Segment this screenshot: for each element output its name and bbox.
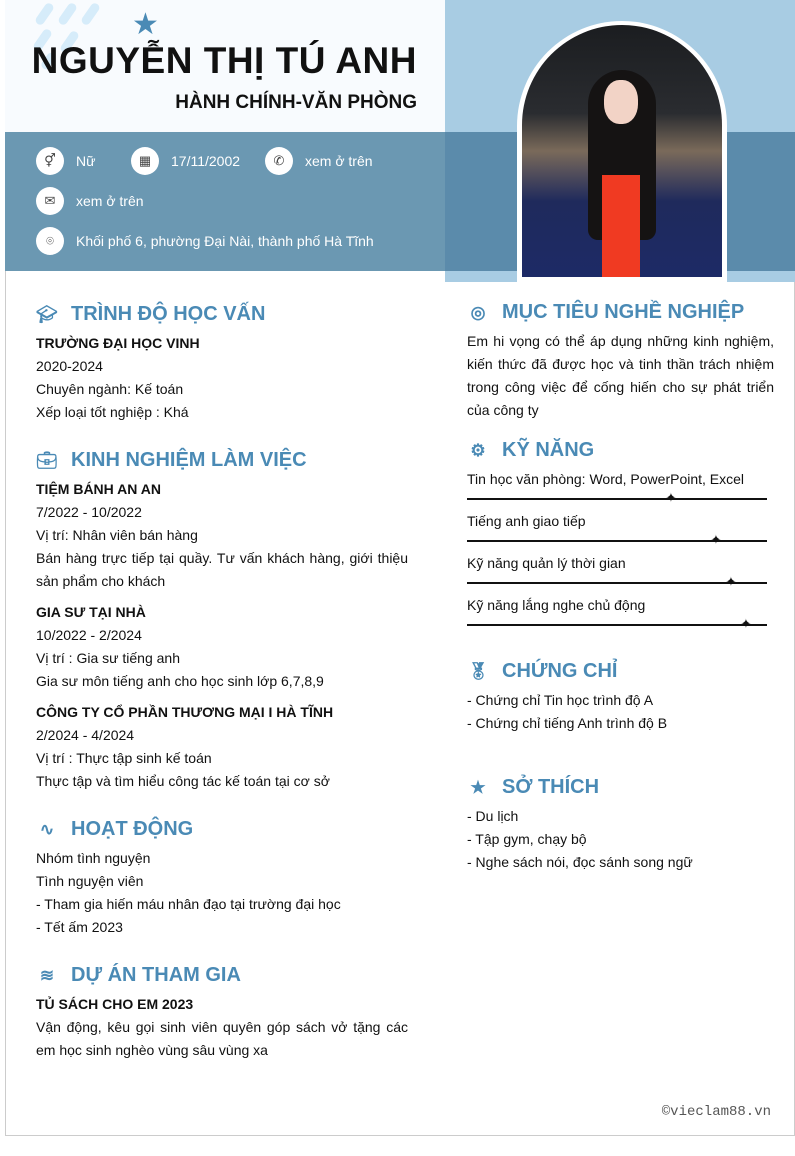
- skill-level-marker-icon: ✦: [725, 574, 737, 589]
- skill-name: Kỹ năng quản lý thời gian: [467, 555, 626, 571]
- section-heading: CHỨNG CHỈ: [502, 660, 618, 682]
- hobbies-section: [467, 776, 774, 874]
- company-name: TIỆM BÁNH AN AN: [36, 481, 161, 497]
- email-icon: ✉: [36, 187, 64, 215]
- contact-email: [36, 187, 144, 215]
- company-name: GIA SƯ TẠI NHÀ: [36, 604, 146, 620]
- skill-item: [467, 552, 774, 589]
- candidate-name: NGUYỄN THỊ TÚ ANH: [31, 40, 417, 81]
- school-name: TRƯỜNG ĐẠI HỌC VINH: [36, 335, 200, 351]
- hobby-item: - Du lịch: [467, 808, 519, 824]
- section-heading: TRÌNH ĐỘ HỌC VẤN: [71, 303, 266, 325]
- education-period: 2020-2024: [36, 358, 103, 374]
- contact-address: [36, 227, 374, 255]
- skill-bar: [467, 490, 767, 505]
- section-heading: KỸ NĂNG: [502, 439, 595, 461]
- skill-name: Kỹ năng lắng nghe chủ động: [467, 597, 646, 613]
- hobby-item: - Nghe sách nói, đọc sánh song ngữ: [467, 854, 693, 870]
- experience-position: Vị trí : Thực tập sinh kế toán: [36, 750, 212, 766]
- company-name: CÔNG TY CỔ PHẦN THƯƠNG MẠI I HÀ TĨNH: [36, 704, 334, 720]
- skill-item: [467, 594, 774, 631]
- experience-item: [36, 478, 408, 593]
- job-title: HÀNH CHÍNH-VĂN PHÒNG: [175, 92, 417, 113]
- certificate-item: - Chứng chỉ Tin học trình độ A: [467, 692, 654, 708]
- award-icon: 🏅︎: [467, 662, 489, 681]
- education-major: Chuyên ngành: Kế toán: [36, 381, 184, 397]
- section-heading: MỤC TIÊU NGHỀ NGHIỆP: [502, 301, 745, 323]
- phone-value: xem ở trên: [305, 153, 373, 169]
- skill-name: Tiếng anh giao tiếp: [467, 513, 586, 529]
- skill-item: [467, 510, 774, 547]
- skill-bar: [467, 532, 767, 547]
- experience-item: [36, 701, 408, 793]
- briefcase-icon: 💼︎: [36, 451, 58, 470]
- star-icon: ★: [470, 778, 486, 797]
- graduation-cap-icon: 🎓︎: [36, 305, 58, 324]
- experience-description: Gia sư môn tiếng anh cho học sinh lớp 6,7,8,9: [36, 673, 324, 689]
- email-value: xem ở trên: [76, 193, 144, 209]
- project-description: Vận động, kêu gọi sinh viên quyên góp sách vở tặng các em học sinh nghèo vùng sâu vùng xa: [36, 1019, 408, 1058]
- experience-position: Vị trí: Nhân viên bán hàng: [36, 527, 198, 543]
- star-decoration-icon: ★: [132, 8, 159, 41]
- section-heading: KINH NGHIỆM LÀM VIỆC: [71, 449, 307, 471]
- watermark: ©vieclam88.vn: [661, 1104, 771, 1120]
- activity-line: - Tham gia hiến máu nhân đạo tại trường đại học: [36, 896, 341, 912]
- objective-text: Em hi vọng có thể áp dụng những kinh nghiệm, kiến thức đã được học và tinh thần trách nhiệm trong công việc để cống hiến cho sự phát triển của công ty: [467, 333, 774, 418]
- location-icon: ⌾: [36, 227, 64, 255]
- skill-item: [467, 468, 774, 505]
- skills-section: [467, 439, 774, 636]
- experience-section: [36, 449, 408, 793]
- experience-item: [36, 601, 408, 693]
- calendar-icon: ▦: [131, 147, 159, 175]
- gender-icon: ⚥: [36, 147, 64, 175]
- activities-section: [36, 818, 408, 939]
- activity-line: - Tết ấm 2023: [36, 919, 123, 935]
- skill-level-marker-icon: ✦: [710, 532, 722, 547]
- experience-description: Bán hàng trực tiếp tại quầy. Tư vấn khách hàng, giới thiệu sản phẩm cho khách: [36, 550, 408, 589]
- projects-section: [36, 964, 408, 1062]
- experience-period: 2/2024 - 4/2024: [36, 727, 135, 743]
- section-heading: DỰ ÁN THAM GIA: [71, 964, 241, 986]
- education-grade: Xếp loại tốt nghiệp : Khá: [36, 404, 189, 420]
- phone-icon: ✆: [265, 147, 293, 175]
- target-icon: ◎: [470, 303, 486, 322]
- education-section: [36, 303, 408, 424]
- experience-position: Vị trí : Gia sư tiếng anh: [36, 650, 180, 666]
- activity-line: Nhóm tình nguyện: [36, 850, 151, 866]
- project-name: TỦ SÁCH CHO EM 2023: [36, 996, 194, 1012]
- skill-name: Tin học văn phòng: Word, PowerPoint, Excel: [467, 471, 745, 487]
- section-heading: HOẠT ĐỘNG: [71, 818, 194, 840]
- gender-value: Nữ: [76, 153, 96, 169]
- experience-period: 7/2022 - 10/2022: [36, 504, 142, 520]
- address-value: Khối phố 6, phường Đại Nài, thành phố Hà Tĩnh: [76, 233, 374, 249]
- certificate-item: - Chứng chỉ tiếng Anh trình độ B: [467, 715, 668, 731]
- avatar-photo: [522, 25, 722, 277]
- skill-bar: [467, 574, 767, 589]
- experience-period: 10/2022 - 2/2024: [36, 627, 142, 643]
- objective-section: [467, 301, 774, 422]
- experience-description: Thực tập và tìm hiểu công tác kế toán tại cơ sở: [36, 773, 330, 789]
- contact-gender: [36, 147, 95, 175]
- contact-dob: [131, 147, 240, 175]
- skill-level-marker-icon: ✦: [740, 616, 752, 631]
- hobby-item: - Tập gym, chạy bộ: [467, 831, 587, 847]
- certificates-section: [467, 660, 774, 735]
- skill-level-marker-icon: ✦: [665, 490, 677, 505]
- section-heading: SỞ THÍCH: [502, 776, 600, 798]
- gear-icon: ⚙: [470, 441, 486, 460]
- pulse-icon: ∿: [39, 820, 55, 839]
- dob-value: 17/11/2002: [171, 153, 241, 169]
- skill-bar: [467, 616, 767, 631]
- activity-line: Tình nguyện viên: [36, 873, 144, 889]
- contact-phone: [265, 147, 373, 175]
- layers-icon: ≋: [39, 966, 55, 985]
